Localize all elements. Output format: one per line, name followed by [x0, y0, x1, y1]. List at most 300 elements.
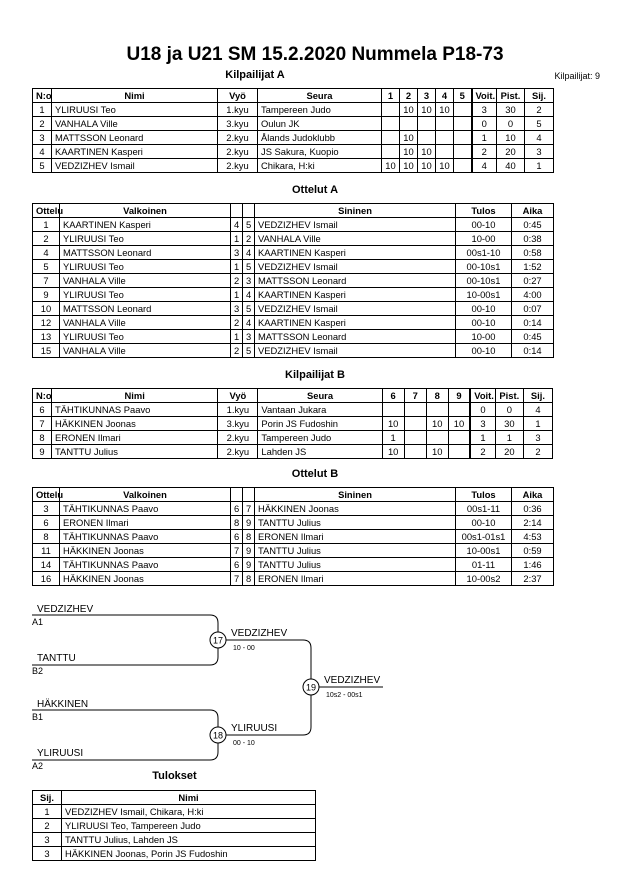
table-cell [382, 103, 400, 117]
table-cell: 01-11 [456, 558, 512, 572]
table-cell: 1 [33, 805, 62, 819]
matches-b-title: Ottelut B [291, 468, 339, 480]
table-cell: 5 [243, 344, 255, 358]
table-cell: 4 [231, 218, 243, 232]
table-cell: 2 [231, 274, 243, 288]
table-cell: 1 [523, 417, 552, 431]
bracket-b1-name: HÄKKINEN [37, 699, 89, 710]
table-cell: Vantaan Jukara [258, 403, 382, 417]
results-title: Tulokset [152, 770, 197, 782]
table-cell: 2:37 [512, 572, 554, 586]
table-cell [448, 431, 470, 445]
table-cell: 14 [33, 558, 60, 572]
table-cell: 1 [495, 431, 523, 445]
table-row [33, 232, 554, 246]
column-header: Pist. [497, 89, 525, 103]
table-cell: 1 [382, 431, 404, 445]
column-header: Tulos [456, 204, 512, 218]
table-cell: 10-00s1 [456, 288, 512, 302]
table-cell [426, 431, 448, 445]
table-cell: ERONEN Ilmari [255, 572, 456, 586]
page-title: U18 ja U21 SM 15.2.2020 Nummela P18-73 [126, 44, 504, 65]
table-row [33, 572, 554, 586]
table-cell: 2 [525, 103, 554, 117]
table-cell [448, 445, 470, 459]
table-cell: 00-10s1 [456, 260, 512, 274]
table-cell: Porin JS Fudoshin [258, 417, 382, 431]
table-cell: MATTSSON Leonard [52, 131, 218, 145]
table-cell: 3 [472, 103, 497, 117]
table-cell: 7 [33, 417, 52, 431]
table-cell: KAARTINEN Kasperi [52, 145, 218, 159]
table-cell: 10 [382, 159, 400, 173]
bracket-b1-pos: B1 [32, 712, 44, 722]
match-18-score: 00 - 10 [233, 740, 255, 747]
table-cell: 20 [497, 145, 525, 159]
table-row [33, 833, 316, 847]
table-cell: TÄHTIKUNNAS Paavo [60, 558, 231, 572]
table-cell: Oulun JK [258, 117, 382, 131]
table-cell: 3.kyu [218, 417, 258, 431]
table-cell: 10 [33, 302, 60, 316]
table-row [33, 260, 554, 274]
table-cell: 1 [33, 103, 52, 117]
table-cell: YLIRUUSI Teo [52, 103, 218, 117]
table-cell: 1 [525, 159, 554, 173]
table-cell [454, 131, 472, 145]
table-cell: YLIRUUSI Teo, Tampereen Judo [62, 819, 316, 833]
table-cell: 00-10 [456, 516, 512, 530]
table-row [33, 316, 554, 330]
table-cell: TANTTU Julius [255, 516, 456, 530]
table-cell: 10 [436, 159, 454, 173]
table-cell: 6 [231, 502, 243, 516]
table-cell: 0 [472, 117, 497, 131]
table-cell: 10 [418, 145, 436, 159]
table-cell: 4 [243, 316, 255, 330]
pool-b-title: Kilpailijat B [285, 369, 345, 381]
column-header: 4 [436, 89, 454, 103]
table-cell: 5 [33, 159, 52, 173]
column-header: 6 [382, 389, 404, 403]
table-cell: 1 [231, 330, 243, 344]
table-cell: 6 [231, 530, 243, 544]
table-cell [448, 403, 470, 417]
table-cell: VANHALA Ville [52, 117, 218, 131]
table-cell: 2.kyu [218, 159, 258, 173]
table-cell: 1 [231, 288, 243, 302]
table-row [33, 502, 554, 516]
table-cell: 10 [382, 445, 404, 459]
table-cell: Tampereen Judo [258, 103, 382, 117]
table-cell: MATTSSON Leonard [60, 246, 231, 260]
table-cell: 13 [33, 330, 60, 344]
final-bracket [0, 598, 630, 773]
table-cell [418, 131, 436, 145]
table-cell: 5 [243, 218, 255, 232]
column-header: Ottelu [33, 204, 60, 218]
column-header: Sininen [255, 488, 456, 502]
column-header: 9 [448, 389, 470, 403]
table-cell: 3 [33, 847, 62, 861]
table-cell [404, 403, 426, 417]
table-cell: 1:46 [512, 558, 554, 572]
table-cell: VEDZIZHEV Ismail [255, 344, 456, 358]
table-cell: 0 [497, 117, 525, 131]
column-header: Nimi [62, 791, 316, 805]
column-header: Sij. [525, 89, 554, 103]
column-header [231, 488, 243, 502]
table-cell: HÄKKINEN Joonas [60, 544, 231, 558]
table-cell: 10 [426, 417, 448, 431]
table-cell: HÄKKINEN Joonas, Porin JS Fudoshin [62, 847, 316, 861]
column-header: Aika [512, 488, 554, 502]
table-cell [382, 131, 400, 145]
table-cell: 00-10 [456, 218, 512, 232]
table-cell: TÄHTIKUNNAS Paavo [60, 502, 231, 516]
table-cell: 2:14 [512, 516, 554, 530]
table-cell: 8 [243, 530, 255, 544]
table-cell: 1 [231, 232, 243, 246]
table-cell: 8 [33, 431, 52, 445]
table-cell: Tampereen Judo [258, 431, 382, 445]
table-cell [436, 145, 454, 159]
table-cell: 4 [243, 246, 255, 260]
column-header: Vyö [218, 89, 258, 103]
table-cell: 10 [497, 131, 525, 145]
column-header [243, 488, 255, 502]
table-cell: 0 [470, 403, 495, 417]
table-cell: TANTTU Julius [255, 544, 456, 558]
table-cell [454, 103, 472, 117]
column-header: Sij. [33, 791, 62, 805]
table-cell: Lahden JS [258, 445, 382, 459]
column-header: 1 [382, 89, 400, 103]
table-cell [404, 431, 426, 445]
table-cell: 1 [33, 218, 60, 232]
bracket-b2-name: TANTTU [37, 653, 76, 664]
table-cell: TÄHTIKUNNAS Paavo [52, 403, 218, 417]
column-header: Sininen [255, 204, 456, 218]
table-row [33, 117, 554, 131]
table-cell: 6 [33, 516, 60, 530]
table-cell: 10 [400, 103, 418, 117]
table-row [33, 516, 554, 530]
table-cell: 0:27 [512, 274, 554, 288]
table-cell: 2.kyu [218, 431, 258, 445]
table-cell: 12 [33, 316, 60, 330]
table-cell: 30 [495, 417, 523, 431]
table-cell: 0 [495, 403, 523, 417]
table-cell: 2 [523, 445, 552, 459]
table-cell: 0:14 [512, 316, 554, 330]
table-cell: 3 [470, 417, 495, 431]
table-cell: 0:36 [512, 502, 554, 516]
table-cell: 00-10 [456, 316, 512, 330]
column-header: 5 [454, 89, 472, 103]
column-header: N:o [33, 389, 52, 403]
column-header: Voit. [472, 89, 497, 103]
table-cell: MATTSSON Leonard [60, 302, 231, 316]
table-cell [436, 117, 454, 131]
table-cell: TÄHTIKUNNAS Paavo [60, 530, 231, 544]
table-row [33, 847, 316, 861]
table-cell: 2 [472, 145, 497, 159]
column-header: Valkoinen [60, 488, 231, 502]
table-cell: VANHALA Ville [60, 274, 231, 288]
match-18-number: 18 [212, 730, 224, 741]
table-cell: 30 [497, 103, 525, 117]
table-cell: 8 [243, 572, 255, 586]
table-cell [454, 117, 472, 131]
pool-a-title: Kilpailijat A [225, 69, 285, 81]
table-cell: 10 [382, 417, 404, 431]
table-row [33, 159, 554, 173]
table-cell: ERONEN Ilmari [255, 530, 456, 544]
table-cell: 00s1-01s1 [456, 530, 512, 544]
table-cell: 2 [470, 445, 495, 459]
table-cell: 10 [448, 417, 470, 431]
match-19-score: 10s2 - 00s1 [326, 692, 363, 699]
match-18-winner: YLIRUUSI [231, 723, 278, 734]
table-cell: KAARTINEN Kasperi [255, 288, 456, 302]
table-cell: 10-00s1 [456, 544, 512, 558]
table-cell: YLIRUUSI Teo [60, 260, 231, 274]
table-row [33, 131, 554, 145]
table-cell: 1 [470, 431, 495, 445]
table-cell: HÄKKINEN Joonas [255, 502, 456, 516]
table-cell: 4 [33, 246, 60, 260]
table-cell: 3 [243, 330, 255, 344]
table-cell: 6 [231, 558, 243, 572]
table-cell: 3 [33, 833, 62, 847]
table-row [33, 530, 554, 544]
table-cell: 3 [33, 502, 60, 516]
table-cell: 0:14 [512, 344, 554, 358]
column-header: Seura [258, 389, 382, 403]
table-cell: 10 [400, 145, 418, 159]
table-cell: VEDZIZHEV Ismail [255, 218, 456, 232]
column-header: 7 [404, 389, 426, 403]
table-cell: 4:00 [512, 288, 554, 302]
table-cell [382, 145, 400, 159]
table-cell: 2.kyu [218, 145, 258, 159]
competitor-count: Kilpailijat: 9 [554, 71, 600, 81]
match-17-score: 10 - 00 [233, 645, 255, 652]
table-cell: 4 [525, 131, 554, 145]
table-cell [418, 117, 436, 131]
match-19-number: 19 [305, 682, 317, 693]
table-cell: 10 [400, 159, 418, 173]
table-cell: 5 [243, 260, 255, 274]
results-header-row [33, 791, 316, 805]
table-cell: 4:53 [512, 530, 554, 544]
table-cell [382, 403, 404, 417]
column-header: Ottelu [33, 488, 60, 502]
bracket-a2-pos: A2 [32, 761, 44, 771]
table-cell: 1:52 [512, 260, 554, 274]
table-cell: 20 [495, 445, 523, 459]
matches-a-header-row [33, 204, 554, 218]
table-cell: 00s1-11 [456, 502, 512, 516]
table-cell: ERONEN Ilmari [52, 431, 218, 445]
table-cell: 4 [33, 145, 52, 159]
table-cell: 00-10s1 [456, 274, 512, 288]
table-cell [404, 445, 426, 459]
table-cell: KAARTINEN Kasperi [60, 218, 231, 232]
table-cell [382, 117, 400, 131]
table-cell: YLIRUUSI Teo [60, 288, 231, 302]
table-row [33, 417, 553, 431]
table-cell: 0:45 [512, 218, 554, 232]
table-cell: VANHALA Ville [255, 232, 456, 246]
table-cell: ERONEN Ilmari [60, 516, 231, 530]
table-cell: 11 [33, 544, 60, 558]
table-cell: 5 [243, 302, 255, 316]
column-header [243, 204, 255, 218]
table-cell: 7 [231, 544, 243, 558]
column-header: 3 [418, 89, 436, 103]
table-cell: 7 [33, 274, 60, 288]
table-row [33, 246, 554, 260]
table-row [33, 805, 316, 819]
table-cell: 9 [33, 445, 52, 459]
table-cell: 5 [525, 117, 554, 131]
table-row [33, 344, 554, 358]
match-17-number: 17 [212, 635, 224, 646]
table-cell: 3 [525, 145, 554, 159]
column-header [231, 204, 243, 218]
column-header: N:o [33, 89, 52, 103]
table-row [33, 288, 554, 302]
column-header: Tulos [456, 488, 512, 502]
table-cell: 16 [33, 572, 60, 586]
table-cell: 00s1-10 [456, 246, 512, 260]
table-cell: YLIRUUSI Teo [60, 330, 231, 344]
table-cell: TANTTU Julius [255, 558, 456, 572]
table-cell: 0:07 [512, 302, 554, 316]
table-cell: 2 [231, 344, 243, 358]
table-cell: 3 [523, 431, 552, 445]
table-cell: 9 [243, 516, 255, 530]
column-header: Pist. [495, 389, 523, 403]
table-cell: TANTTU Julius, Lahden JS [62, 833, 316, 847]
table-cell [436, 131, 454, 145]
table-cell: YLIRUUSI Teo [60, 232, 231, 246]
table-cell: 0:59 [512, 544, 554, 558]
table-cell: JS Sakura, Kuopio [258, 145, 382, 159]
table-cell: 3 [231, 302, 243, 316]
table-cell: HÄKKINEN Joonas [52, 417, 218, 431]
table-cell: 8 [33, 530, 60, 544]
table-row [33, 431, 553, 445]
column-header: Nimi [52, 389, 218, 403]
match-17-winner: VEDZIZHEV [231, 628, 288, 639]
table-cell: 9 [243, 558, 255, 572]
table-cell: 40 [497, 159, 525, 173]
table-cell: 1 [231, 260, 243, 274]
table-cell: MATTSSON Leonard [255, 274, 456, 288]
table-cell: 3 [231, 246, 243, 260]
table-cell: 3 [243, 274, 255, 288]
table-cell [404, 417, 426, 431]
table-cell [454, 145, 472, 159]
pool-b-header-row [33, 389, 553, 403]
column-header: Aika [512, 204, 554, 218]
table-row [33, 274, 554, 288]
column-header: 8 [426, 389, 448, 403]
table-row [33, 558, 554, 572]
table-cell [426, 403, 448, 417]
table-row [33, 445, 553, 459]
matches-b-table [32, 487, 554, 586]
bracket-b2-pos: B2 [32, 666, 44, 676]
table-cell: 10 [400, 131, 418, 145]
matches-b-header-row [33, 488, 554, 502]
table-cell: TANTTU Julius [52, 445, 218, 459]
table-cell: VANHALA Ville [60, 316, 231, 330]
table-cell: 10 [436, 103, 454, 117]
results-table [32, 790, 316, 861]
table-cell: 10-00 [456, 232, 512, 246]
table-cell: Chikara, H:ki [258, 159, 382, 173]
pool-a-table [32, 88, 554, 173]
table-cell: 2 [33, 117, 52, 131]
table-cell: 9 [243, 544, 255, 558]
table-cell: 4 [523, 403, 552, 417]
table-cell: 1.kyu [218, 403, 258, 417]
table-row [33, 330, 554, 344]
table-cell [454, 159, 472, 173]
table-cell: 2 [243, 232, 255, 246]
table-cell: KAARTINEN Kasperi [255, 246, 456, 260]
table-cell: 10 [418, 103, 436, 117]
table-cell: VANHALA Ville [60, 344, 231, 358]
table-cell: 2 [231, 316, 243, 330]
table-row [33, 819, 316, 833]
table-cell: 7 [243, 502, 255, 516]
table-cell: 4 [472, 159, 497, 173]
table-cell: 10-00 [456, 330, 512, 344]
table-cell: 0:58 [512, 246, 554, 260]
table-cell: VEDZIZHEV Ismail [255, 302, 456, 316]
table-cell: VEDZIZHEV Ismail, Chikara, H:ki [62, 805, 316, 819]
table-row [33, 302, 554, 316]
table-cell: 6 [33, 403, 52, 417]
table-cell: 7 [231, 572, 243, 586]
table-cell: 00-10 [456, 302, 512, 316]
match-19-winner: VEDZIZHEV [324, 675, 381, 686]
table-cell: 2 [33, 819, 62, 833]
table-cell: Ålands Judoklubb [258, 131, 382, 145]
table-cell: HÄKKINEN Joonas [60, 572, 231, 586]
bracket-a1-name: VEDZIZHEV [37, 604, 94, 615]
column-header: Vyö [218, 389, 258, 403]
table-cell: 00-10 [456, 344, 512, 358]
table-row [33, 544, 554, 558]
pool-b-table [32, 388, 553, 459]
table-cell: 2 [33, 232, 60, 246]
table-cell: VEDZIZHEV Ismail [52, 159, 218, 173]
table-cell: 0:38 [512, 232, 554, 246]
table-cell: 2.kyu [218, 445, 258, 459]
column-header: Sij. [523, 389, 552, 403]
table-cell: 15 [33, 344, 60, 358]
matches-a-table [32, 203, 554, 358]
table-row [33, 403, 553, 417]
table-cell: 5 [33, 260, 60, 274]
table-cell: VEDZIZHEV Ismail [255, 260, 456, 274]
